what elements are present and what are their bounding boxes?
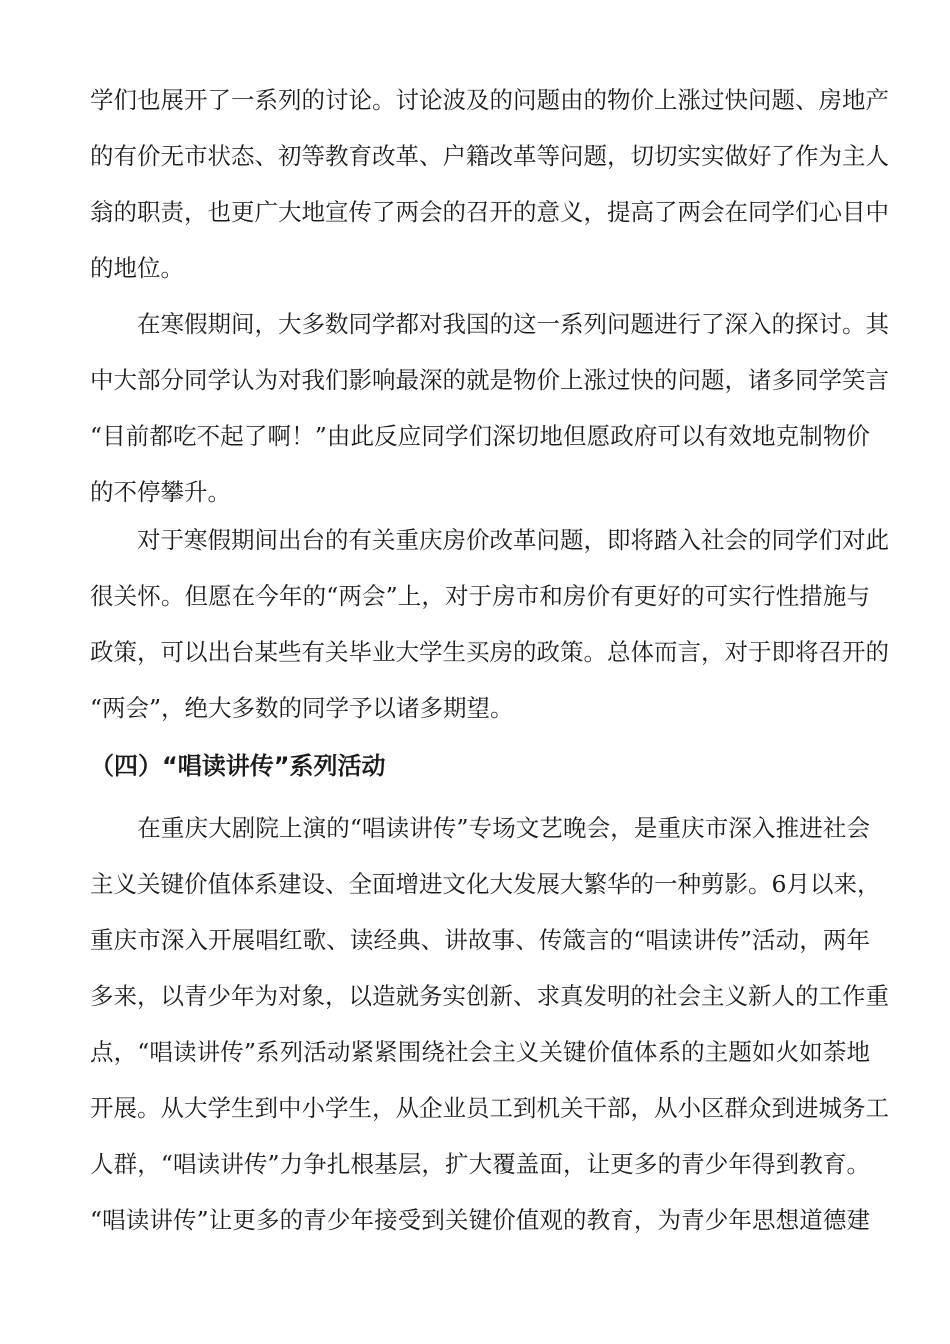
text-line: 在寒假期间，大多数同学都对我国的这一系列问题进行了深入的探讨。其 xyxy=(90,310,889,338)
text-line: 很关怀。但愿在今年的“两会”上，对于房市和房价有更好的可实行性措施与 xyxy=(90,582,870,610)
text-line: 主义关键价值体系建设、全面增进文化大发展大繁华的一种剪影。6月以来， xyxy=(90,870,881,898)
text-line: 对于寒假期间出台的有关重庆房价改革问题，即将踏入社会的同学们对此 xyxy=(90,526,889,554)
paragraph-3 xyxy=(90,512,889,736)
text-line: 开展。从大学生到中小学生，从企业员工到机关干部，从小区群众到进城务工 xyxy=(90,1094,889,1122)
text-line: 多来，以青少年为对象，以造就务实创新、求真发明的社会主义新人的工作重 xyxy=(90,982,889,1010)
text-line: 人群，“唱读讲传”力争扎根基层，扩大覆盖面，让更多的青少年得到教育。 xyxy=(90,1150,870,1178)
text-line: “两会”，绝大多数的同学予以诸多期望。 xyxy=(90,694,514,722)
text-line: 点，“唱读讲传”系列活动紧紧围绕社会主义关键价值体系的主题如火如荼地 xyxy=(90,1038,870,1066)
text-line: “唱读讲传”让更多的青少年接受到关键价值观的教育，为青少年思想道德建 xyxy=(90,1206,870,1234)
paragraph-2 xyxy=(90,296,889,520)
text-line: 翁的职责，也更广大地宣传了两会的召开的意义，提高了两会在同学们心目中 xyxy=(90,198,889,226)
text-line: “目前都吃不起了啊！”由此反应同学们深切地但愿政府可以有效地克制物价 xyxy=(90,422,870,450)
paragraph-1 xyxy=(90,72,889,296)
text-line: 的有价无市状态、初等教育改革、户籍改革等问题，切切实实做好了作为主人 xyxy=(90,142,889,170)
text-line: 重庆市深入开展唱红歌、读经典、讲故事、传箴言的“唱读讲传”活动，两年 xyxy=(90,926,870,954)
text-line: 中大部分同学认为对我们影响最深的就是物价上涨过快的问题，诸多同学笑言 xyxy=(90,366,889,394)
section-heading: （四）“唱读讲传”系列活动 xyxy=(90,752,386,780)
text-line: 在重庆大剧院上演的“唱读讲传”专场文艺晚会，是重庆市深入推进社会 xyxy=(90,814,870,842)
text-line: 的地位。 xyxy=(90,254,184,282)
text-line: 政策，可以出台某些有关毕业大学生买房的政策。总体而言，对于即将召开的 xyxy=(90,638,889,666)
section-paragraph xyxy=(90,800,889,1248)
text-line: 的不停攀升。 xyxy=(90,478,231,506)
text-line: 学们也展开了一系列的讨论。讨论波及的问题由的物价上涨过快问题、房地产 xyxy=(90,86,889,114)
